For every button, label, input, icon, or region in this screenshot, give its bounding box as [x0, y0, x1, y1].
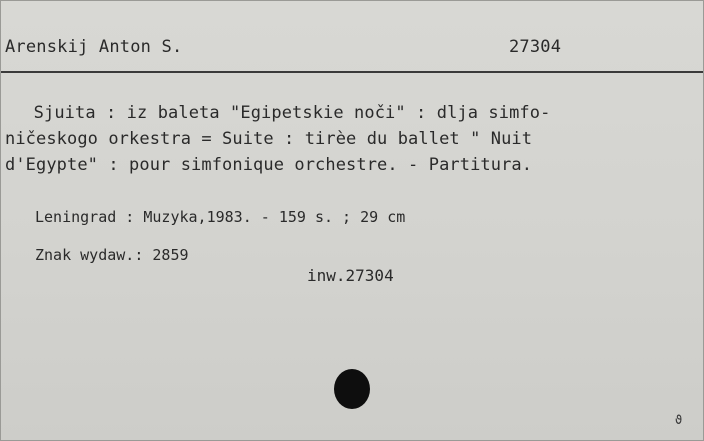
- description-line-2: ničeskogo orkestra = Suite : tirèe du ballet " Nuit: [5, 129, 533, 149]
- description-line-3: d'Egypte" : pour simfonique orchestre. - Partitura.: [5, 155, 533, 175]
- inventory-line: inw.27304: [307, 266, 394, 285]
- header-rule: [1, 71, 704, 73]
- corner-mark: ϑ: [675, 413, 683, 427]
- publisher-number-line: Znak wydaw.: 2859: [35, 246, 189, 264]
- imprint-line: Leningrad : Muzyka,1983. - 159 s. ; 29 cm: [35, 208, 406, 226]
- card-author: Arenskij Anton S.: [5, 37, 183, 57]
- card-number: 27304: [509, 37, 562, 57]
- punch-hole: [334, 369, 370, 409]
- description-line-1: Sjuita : iz baleta "Egipetskie noči" : dlja simfo-: [13, 103, 551, 123]
